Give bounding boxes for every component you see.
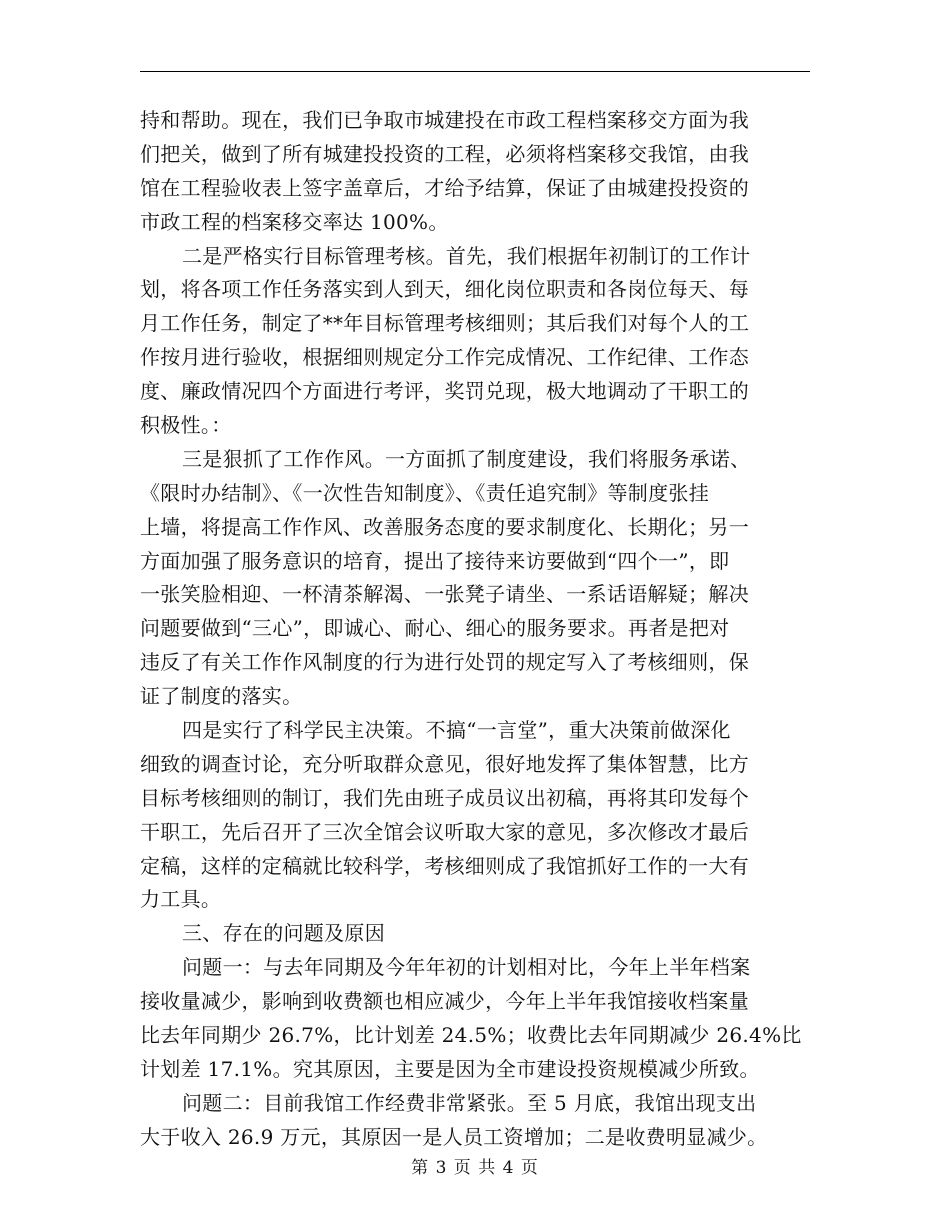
text-line: 大于收入 26.9 万元，其原因一是人员工资增加；二是收费明显减少。 [140, 1124, 768, 1149]
document-body [140, 104, 820, 1155]
text-line: 四是实行了科学民主决策。不搞“一言堂”，重大决策前做深化 [182, 718, 731, 743]
text-line: 证了制度的落实。 [140, 684, 303, 709]
text-line: 划，将各项工作任务落实到人到天，细化岗位职责和各岗位每天、每 [140, 277, 749, 302]
text-line: 比去年同期少 26.7%，比计划差 24.5%；收费比去年同期减少 26.4%比 [140, 1023, 802, 1048]
paragraph-6 [140, 951, 820, 1087]
paragraph-1 [140, 104, 820, 240]
paragraph-7 [140, 1087, 820, 1155]
text-line: 三是狠抓了工作作风。一方面抓了制度建设，我们将服务承诺、 [182, 446, 751, 471]
text-line: 干职工，先后召开了三次全馆会议听取大家的意见，多次修改才最后 [140, 819, 749, 844]
paragraph-3 [140, 443, 820, 714]
text-line: 违反了有关工作作风制度的行为进行处罚的规定写入了考核细则，保 [140, 650, 749, 675]
text-line: 市政工程的档案移交率达 100%。 [140, 209, 449, 234]
text-line: 度、廉政情况四个方面进行考评，奖罚兑现，极大地调动了干职工的 [140, 379, 749, 404]
paragraph-4 [140, 714, 820, 917]
text-line: 方面加强了服务意识的培育，提出了接待来访要做到“四个一”，即 [140, 548, 730, 573]
text-line: 三、存在的问题及原因 [182, 921, 385, 946]
text-line: 接收量减少，影响到收费额也相应减少，今年上半年我馆接收档案量 [140, 989, 749, 1014]
text-line: 问题一：与去年同期及今年年初的计划相对比，今年上半年档案 [182, 955, 751, 980]
header-rule [140, 71, 810, 72]
paragraph-2 [140, 240, 820, 443]
text-line: 问题要做到“三心”，即诚心、耐心、细心的服务要求。再者是把对 [140, 616, 730, 641]
text-line: 月工作任务，制定了**年目标管理考核细则；其后我们对每个人的工 [140, 311, 750, 336]
page-number: 第 3 页 共 4 页 [411, 1158, 539, 1178]
text-line: 定稿，这样的定稿就比较科学，考核细则成了我馆抓好工作的一大有 [140, 853, 749, 878]
text-line: 目标考核细则的制订，我们先由班子成员议出初稿，再将其印发每个 [140, 785, 749, 810]
text-line: 上墙，将提高工作作风、改善服务态度的要求制度化、长期化；另一 [140, 514, 749, 539]
text-line: 们把关，做到了所有城建投投资的工程，必须将档案移交我馆，由我 [140, 141, 749, 166]
text-line: 一张笑脸相迎、一杯清茶解渴、一张凳子请坐、一系话语解疑；解决 [140, 582, 749, 607]
text-line: 馆在工程验收表上签字盖章后，才给予结算，保证了由城建投投资的 [140, 175, 749, 200]
section-heading [140, 917, 820, 951]
text-line: 细致的调查讨论，充分听取群众意见，很好地发挥了集体智慧，比方 [140, 751, 749, 776]
text-line: 《限时办结制》、《一次性告知制度》、《责任追究制》等制度张挂 [140, 480, 709, 505]
text-line: 作按月进行验收，根据细则规定分工作完成情况、工作纪律、工作态 [140, 345, 749, 370]
text-line: 计划差 17.1%。究其原因，主要是因为全市建设投资规模减少所致。 [140, 1056, 760, 1081]
text-line: 二是严格实行目标管理考核。首先，我们根据年初制订的工作计 [182, 243, 751, 268]
text-line: 积极性。： [140, 413, 232, 438]
text-line: 力工具。 [140, 887, 222, 912]
text-line: 持和帮助。现在，我们已争取市城建投在市政工程档案移交方面为我 [140, 108, 749, 132]
text-line: 问题二：目前我馆工作经费非常紧张。至 5 月底，我馆出现支出 [182, 1090, 757, 1115]
